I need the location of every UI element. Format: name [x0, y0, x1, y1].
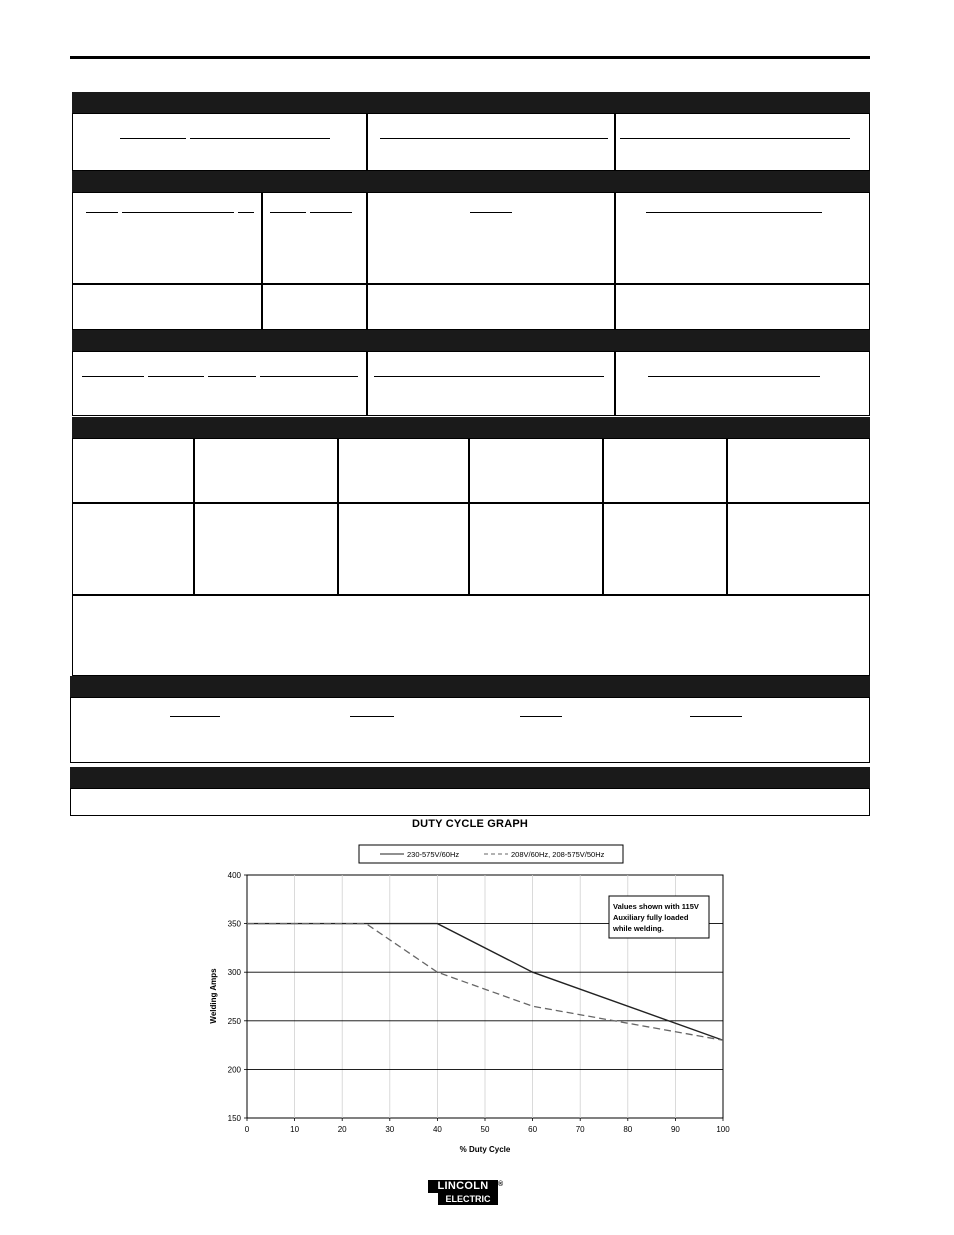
x-axis-label: % Duty Cycle: [459, 1145, 511, 1154]
duty-cycle-chart: [0, 840, 954, 1170]
x-tick-label: 40: [432, 1125, 442, 1134]
section-header-bar-5: [70, 676, 870, 698]
section-header-bar-3: [72, 330, 870, 352]
y-tick-label: 350: [227, 919, 241, 929]
logo-line-2: ELECTRIC: [438, 1193, 498, 1205]
section-3-box: [72, 351, 870, 416]
section-header-bar-1: [72, 92, 870, 114]
y-axis-label: Welding Amps: [209, 968, 218, 1024]
x-tick-label: 0: [244, 1125, 250, 1134]
section-4-box: [72, 438, 870, 676]
lincoln-electric-logo: [428, 1180, 504, 1206]
registered-mark: ®: [498, 1181, 504, 1188]
x-tick-label: 60: [528, 1125, 538, 1134]
section-6-box: [70, 788, 870, 816]
top-rule: [70, 56, 870, 59]
x-tick-label: 90: [670, 1125, 680, 1134]
y-tick-label: 150: [227, 1114, 241, 1123]
y-tick-label: 400: [227, 871, 241, 880]
x-tick-label: 30: [385, 1125, 395, 1134]
section-header-bar-2: [72, 171, 870, 193]
annotation-line-1: Values shown with 115V: [613, 902, 699, 911]
section-1-box: [72, 113, 870, 171]
legend-series-2-label: 208V/60Hz, 208-575V/50Hz: [511, 850, 605, 859]
section-5-box: [70, 697, 870, 763]
annotation-line-2: Auxiliary fully loaded: [613, 913, 689, 922]
y-tick-label: 250: [227, 1016, 241, 1026]
x-tick-label: 20: [337, 1125, 347, 1134]
annotation-line-3: while welding.: [613, 924, 664, 933]
section-header-bar-6: [70, 767, 870, 789]
x-tick-label: 10: [290, 1125, 300, 1134]
x-tick-label: 50: [480, 1125, 490, 1134]
x-tick-label: 70: [575, 1125, 585, 1134]
x-tick-label: 100: [716, 1125, 730, 1134]
y-tick-label: 300: [227, 968, 241, 978]
chart-title: DUTY CYCLE GRAPH: [411, 818, 529, 830]
x-tick-label: 80: [623, 1125, 633, 1134]
section-header-bar-4: [72, 417, 870, 439]
logo-line-1: LINCOLN: [428, 1180, 498, 1193]
legend-series-1-label: 230-575V/60Hz: [407, 850, 460, 859]
y-tick-label: 200: [227, 1065, 241, 1075]
